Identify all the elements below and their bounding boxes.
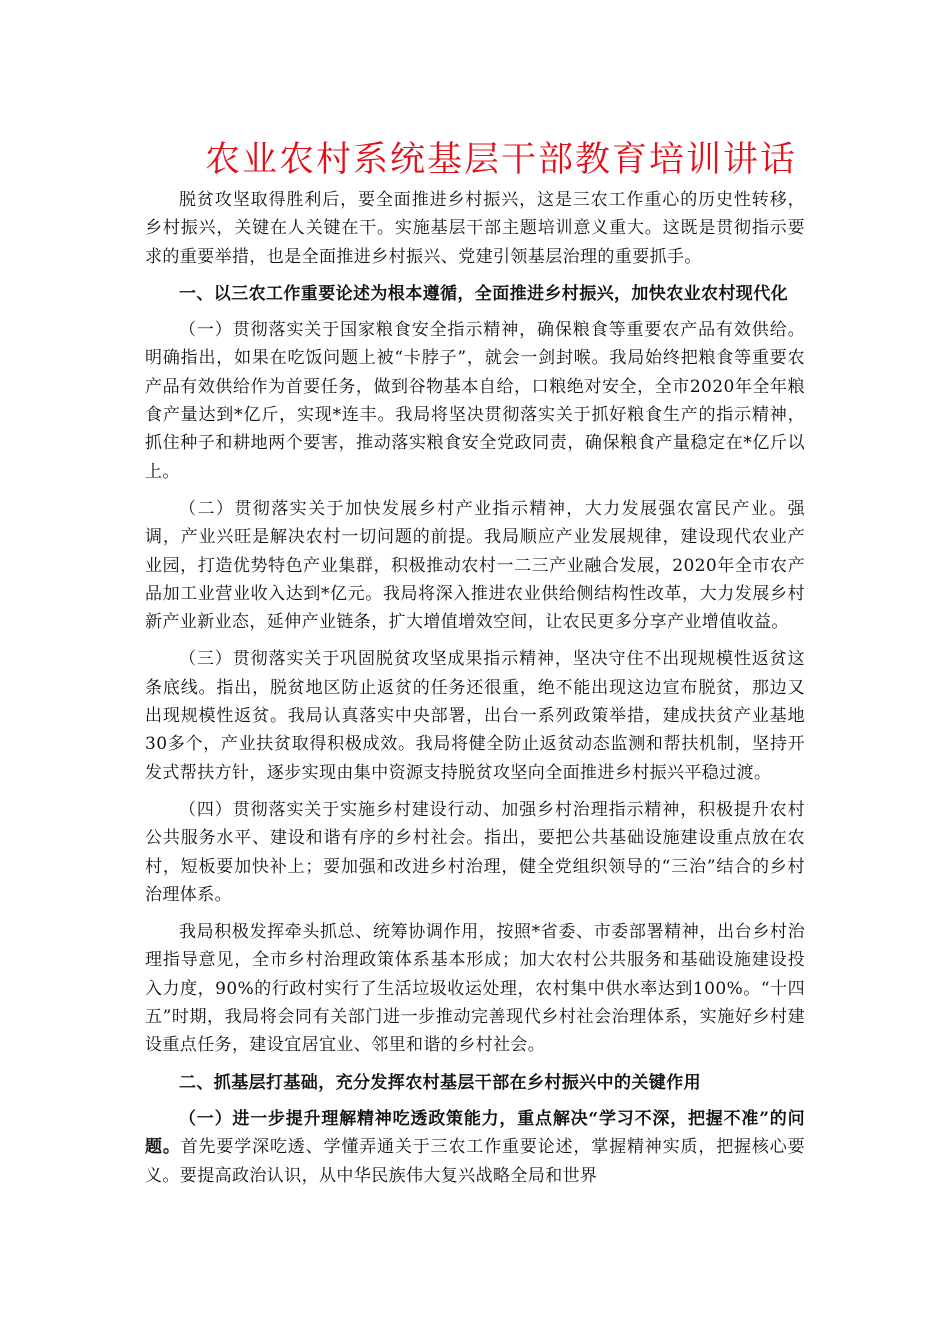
section-2-heading: 二、抓基层打基础，充分发挥农村基层干部在乡村振兴中的关键作用 [179, 1072, 701, 1093]
section-1-paragraph-4: （四）贯彻落实关于实施乡村建设行动、加强乡村治理指示精神，积极提升农村公共服务水平、建设和谐有序的乡村社会。指出，要把公共基础设施建设重点放在农村，短板要加快补上；要加强和改进乡村治理，健全党组织领导的“三治”结合的乡村治理体系。 [145, 799, 805, 905]
intro-paragraph: 脱贫攻坚取得胜利后，要全面推进乡村振兴，这是三农工作重心的历史性转移，乡村振兴，关键在人关键在干。实施基层干部主题培训意义重大。这既是贯彻指示要求的重要举措，也是全面推进乡村振兴、党建引领基层治理的重要抓手。 [145, 190, 805, 267]
section-1-paragraph-5: 我局积极发挥牵头抓总、统筹协调作用，按照*省委、市委部署精神，出台乡村治理指导意见，全市乡村治理政策体系基本形成；加大农村公共服务和基础设施建设投入力度，90%的行政村实行了生活垃圾收运处理，农村集中供水率达到100%。“十四五”时期，我局将会同有关部门进一步推动完善现代乡村社会治理体系，实施好乡村建设重点任务，建设宜居宜业、邻里和谐的乡村社会。 [145, 922, 805, 1056]
section-2-paragraph-1-rest: 首先要学深吃透、学懂弄通关于三农工作重要论述，掌握精神实质，把握核心要义。要提高政治认识，从中华民族伟大复兴战略全局和世界 [145, 1137, 805, 1186]
section-1-paragraph-3: （三）贯彻落实关于巩固脱贫攻坚成果指示精神，坚决守住不出现规模性返贫这条底线。指出，脱贫地区防止返贫的任务还很重，绝不能出现这边宣布脱贫，那边又出现规模性返贫。我局认真落实中央部署，出台一系列政策举措，建成扶贫产业基地30多个，产业扶贫取得积极成效。我局将健全防止返贫动态监测和帮扶机制，坚持开发式帮扶方针，逐步实现由集中资源支持脱贫攻坚向全面推进乡村振兴平稳过渡。 [145, 649, 805, 783]
document-title: 农业农村系统基层干部教育培训讲话 [204, 140, 797, 180]
section-1-paragraph-1: （一）贯彻落实关于国家粮食安全指示精神，确保粮食等重要农产品有效供给。明确指出，如果在吃饭问题上被“卡脖子”，就会一剑封喉。我局始终把粮食等重要农产品有效供给作为首要任务，做到谷物基本自给，口粮绝对安全，全市2020年全年粮食产量达到*亿斤，实现*连丰。我局将坚决贯彻落实关于抓好粮食生产的指示精神，抓住种子和耕地两个要害，推动落实粮食安全党政同责，确保粮食产量稳定在*亿斤以上。 [145, 320, 805, 482]
section-1-heading: 一、以三农工作重要论述为根本遵循，全面推进乡村振兴，加快农业农村现代化 [179, 283, 788, 304]
section-2-paragraph-1-lead: （一）进一步提升理解精神吃透政策能力，重点解决“学习不深，把握不准”的问题。 [145, 1108, 805, 1158]
section-1-paragraph-2: （二）贯彻落实关于加快发展乡村产业指示精神，大力发展强农富民产业。强调，产业兴旺是解决农村一切问题的前提。我局顺应产业发展规律，建设现代农业产业园，打造优势特色产业集群，积极推动农村一二三产业融合发展，2020年全市农产品加工业营业收入达到*亿元。我局将深入推进农业供给侧结构性改革，大力发展乡村新产业新业态，延伸产业链条，扩大增值增效空间，让农民更多分享产业增值收益。 [145, 498, 805, 633]
document-body [145, 186, 805, 1199]
section-2-paragraph-1 [145, 1105, 805, 1190]
